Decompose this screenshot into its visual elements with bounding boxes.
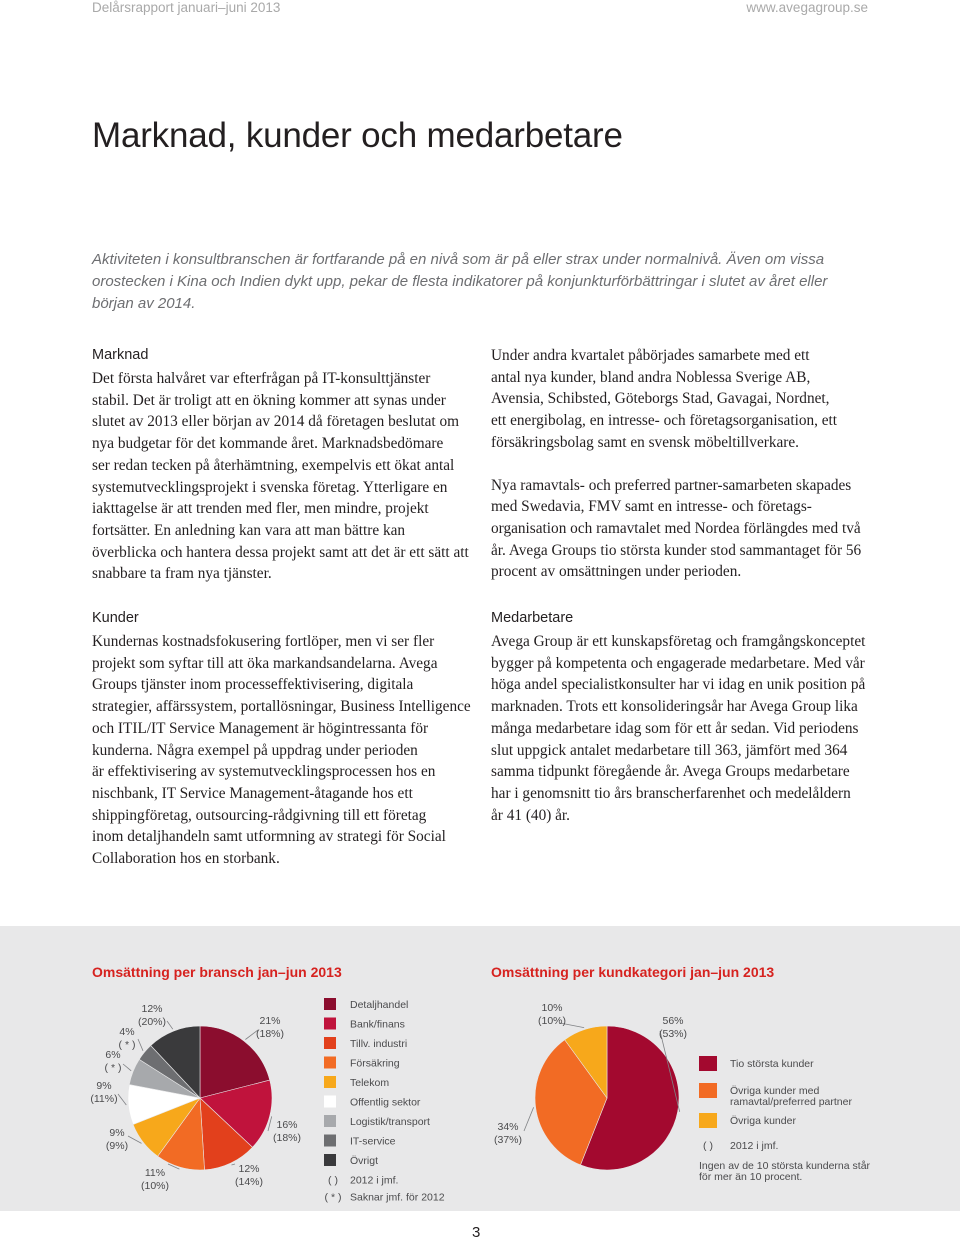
slice-prev-label: (20%) — [137, 1016, 167, 1028]
charts-svg — [0, 926, 960, 1211]
slice-value-label: 56% — [662, 1015, 684, 1027]
slice-prev-label: (53%) — [658, 1028, 688, 1040]
chart-title-bransch: Omsättning per bransch jan–jun 2013 — [92, 964, 342, 980]
legend-label-övriga-kunder-med-ramavtal-preferred-partner: Övriga kunder med ramavtal/preferred partner — [730, 1085, 852, 1108]
report-title: Delårsrapport januari–juni 2013 — [92, 0, 281, 15]
slice-prev-label: (18%) — [272, 1132, 302, 1144]
section-samarbeten — [491, 345, 883, 583]
legend-swatch-övriga-kunder — [699, 1113, 717, 1128]
legend-label-logistik-transport: Logistik/transport — [350, 1116, 430, 1128]
legend-swatch-logistik-transport — [324, 1115, 336, 1127]
legend-swatch-tillv-industri — [324, 1037, 336, 1049]
slice-prev-label: (37%) — [493, 1134, 523, 1146]
page-title: Marknad, kunder och medarbetare — [92, 116, 623, 155]
leader-line — [138, 1039, 143, 1051]
slice-value-label: 10% — [541, 1002, 563, 1014]
intro-paragraph: Aktiviteten i konsultbranschen är fortfarande på en nivå som är på eller strax under normalnivå. Även om vissa orostecken i Kina och Indien dykt upp, pekar de flesta indikatorer på konjunkturförbättringar i slutet av året eller början av 2014. — [92, 251, 828, 312]
legend-label-tillv-industri: Tillv. industri — [350, 1038, 408, 1050]
legend-label-tio-största-kunder: Tio största kunder — [730, 1058, 814, 1070]
legend-kundkategori — [699, 1056, 871, 1183]
section-body-2: Nya ramavtals- och preferred partner-samarbeten skapades med Swedavia, FMV samt en intresse- och företags- organisation och ramavtalet med Nordea förlängdes med två år. Avega Groups tio största kunder stod sammantaget för 56 procent av omsättningen under perioden. — [491, 476, 862, 581]
slice-prev-label: (10%) — [537, 1015, 567, 1027]
legend-symbol: ( * ) — [324, 1191, 342, 1204]
website-link[interactable]: www.avegagroup.se — [746, 0, 868, 15]
legend-swatch-detaljhandel — [324, 998, 336, 1010]
section-heading: Kunder — [92, 610, 139, 626]
legend-label-bank-finans: Bank/finans — [350, 1018, 405, 1031]
legend-swatch-tio-största-kunder — [699, 1056, 717, 1071]
chart-footnote: Ingen av de 10 största kunderna står för mer än 10 procent. — [699, 1160, 871, 1183]
legend-swatch-övrigt — [324, 1154, 336, 1166]
slice-prev-label: (11%) — [90, 1093, 118, 1105]
leader-line — [123, 1064, 131, 1071]
leader-line — [524, 1107, 534, 1131]
legend-label-övrigt: Övrigt — [350, 1155, 379, 1167]
slice-prev-label: (9%) — [105, 1140, 129, 1152]
section-heading: Marknad — [92, 347, 149, 363]
legend-swatch-telekom — [324, 1076, 336, 1088]
section-body: Under andra kvartalet påbörjades samarbete med ett antal nya kunder, bland andra Noblessa Sverige AB, Avensia, Schibsted, Göteborgs Stad, Gavagai, Nordnet, ett energibolag, en intresse- och företagsorganisation, ett försäkringsbolag samt en svensk möbeltillverkare. — [491, 347, 838, 451]
slice-prev-label: (10%) — [140, 1180, 170, 1192]
page-number: 3 — [472, 1224, 481, 1241]
legend-label-offentlig-sektor: Offentlig sektor — [350, 1096, 421, 1109]
legend-note: Saknar jmf. för 2012 — [350, 1191, 445, 1204]
legend-note: 2012 i jmf. — [730, 1140, 779, 1152]
legend-swatch-försäkring — [324, 1057, 336, 1069]
slice-value-label: 6% — [105, 1049, 121, 1061]
slice-value-label: 21% — [259, 1015, 281, 1027]
pie-chart-bransch — [90, 1003, 301, 1192]
pie-chart-kundkategori — [494, 1002, 687, 1170]
slice-prev-label: (14%) — [234, 1176, 264, 1188]
slice-prev-label: (18%) — [255, 1028, 285, 1040]
slice-value-label: 9% — [96, 1080, 112, 1092]
section-body: Avega Group är ett kunskapsföretag och framgångskonceptet bygger på kompetenta och engagerade medarbetare. Med vår höga andel specialistkonsulter har vi idag en unik position på marknaden. Trots ett konsolideringsår har Avega Group lika många medarbetare idag som för ett år sedan. Vid periodens slut uppgick antalet medarbetare till 363, jämfört med 364 samma tidpunkt föregående år. Avega Groups medarbetare har i genomsnitt tio års branscherfarenhet och medelåldern år 41 (40) år. — [491, 633, 866, 824]
chart-title-kundkategori: Omsättning per kundkategori jan–jun 2013 — [491, 964, 775, 980]
legend-symbol: ( ) — [328, 1174, 338, 1187]
section-body: Kundernas kostnadsfokusering fortlöper, men vi ser fler projekt som syftar till att öka markandsandelarna. Avega Groups tjänster inom processeffektivisering, digitala strategier, affärssystem, portallösningar, Business Intelligence och ITIL/IT Service Management är högintressanta för kunderna. Några exempel på uppdrag under perioden är effektivisering av systemutvecklingsprocessen hos en nischbank, IT Service Management-åtagande hos ett shippingföretag, outsourcing-rådgivning till ett företag inom detaljhandeln samt utformning av strategi för Social Collaboration hos en storbank. — [92, 633, 471, 868]
legend-swatch-bank-finans — [324, 1018, 336, 1030]
slice-value-label: 9% — [109, 1127, 125, 1139]
slice-value-label: 34% — [497, 1121, 519, 1133]
legend-label-försäkring: Försäkring — [350, 1057, 400, 1070]
section-medarbetare — [491, 608, 883, 826]
legend-label-detaljhandel: Detaljhandel — [350, 999, 409, 1011]
leader-line — [118, 1094, 126, 1105]
section-kunder — [92, 608, 484, 870]
legend-swatch-it-service — [324, 1135, 336, 1147]
section-body: Det första halvåret var efterfrågan på IT-konsulttjänster stabil. Det är troligt att en ökning kommer att synas under slutet av 2013 eller början av 2014 då företagen beslutat om nya budgetar för det kommande året. Marknadsbedömare ser redan tecken på återhämtning, exempelvis ett ökat antal systemutvecklingsprojekt i svenska företag. Ytterligare en iakttagelse är att trenden med fler, men mindre, projekt fortsätter. En anledning kan vara att man bättre kan överblicka och hantera dessa projekt samt att det är ett sätt att snabbare ta fram nya tjänster. — [92, 370, 469, 583]
slice-prev-label: ( * ) — [104, 1062, 122, 1074]
legend-note: 2012 i jmf. — [350, 1174, 399, 1187]
slice-value-label: 12% — [238, 1163, 260, 1175]
slice-value-label: 11% — [144, 1167, 166, 1179]
slice-value-label: 16% — [276, 1119, 298, 1131]
legend-label-it-service: IT-service — [350, 1135, 396, 1148]
section-marknad — [92, 345, 484, 585]
leader-line — [232, 1164, 236, 1165]
slice-value-label: 12% — [141, 1003, 163, 1015]
slice-value-label: 4% — [119, 1026, 135, 1038]
legend-label-övriga-kunder: Övriga kunder — [730, 1115, 796, 1127]
legend-swatch-övriga-kunder-med-ramavtal-preferred-partner — [699, 1083, 717, 1098]
legend-label-telekom: Telekom — [350, 1077, 390, 1089]
legend-bransch — [324, 998, 445, 1204]
leader-line — [167, 1021, 173, 1029]
section-heading: Medarbetare — [491, 610, 574, 626]
legend-symbol: ( ) — [703, 1140, 713, 1152]
legend-swatch-offentlig-sektor — [324, 1096, 336, 1108]
slice-prev-label: ( * ) — [118, 1039, 136, 1051]
